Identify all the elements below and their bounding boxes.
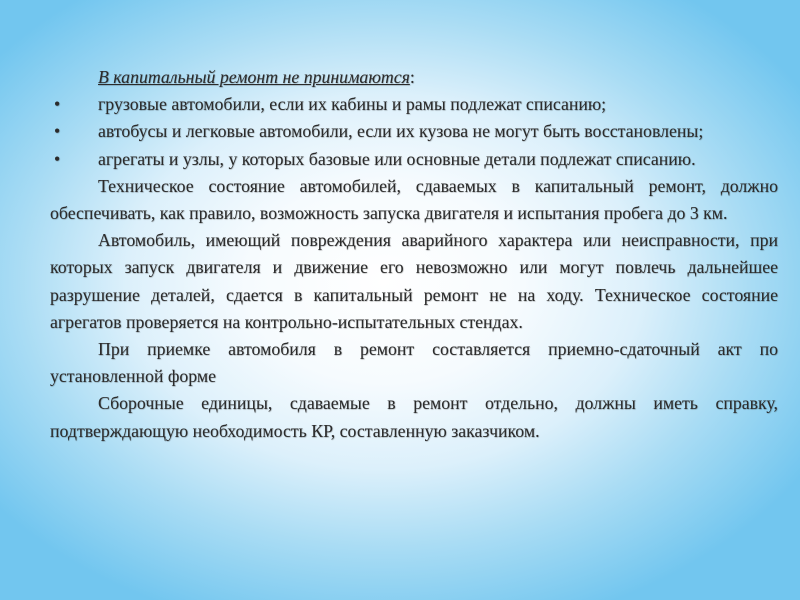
paragraph-technical-condition: Техническое состояние автомобилей, сдаваемых в капитальный ремонт, должно обеспечивать, как правило, возможность запуска двигателя и испытания пробега до 3 км. [50, 175, 778, 224]
slide-text-body [50, 64, 778, 445]
bullet-item-buses [50, 118, 778, 145]
section-heading-text: В капитальный ремонт не принимаются [98, 67, 410, 87]
bullet-text: агрегаты и узлы, у которых базовые или основные детали подлежат списанию. [98, 148, 696, 169]
bullet-item-trucks [50, 91, 778, 118]
bullet-dot: • [54, 148, 61, 169]
bullet-dot: • [54, 94, 61, 115]
section-heading [50, 64, 778, 91]
paragraph-acceptance-act: При приемке автомобиля в ремонт составляется приемно-сдаточный акт по установленной форме [50, 339, 778, 387]
section-heading-colon: : [409, 67, 415, 87]
paragraph-damaged-vehicle: Автомобиль, имеющий повреждения аварийного характера или неисправности, при которых запуск двигателя и движение его невозможно или могут повлечь дальнейшее разрушение деталей, сдается в капитальный ремонт не на ходу. Техническое состояние агрегатов проверяется на контрольно-испытательных стендах. [50, 230, 778, 332]
bullet-text: автобусы и легковые автомобили, если их кузова не могут быть восстановлены; [98, 121, 704, 142]
bullet-dot: • [54, 121, 61, 142]
bullet-item-units [50, 146, 778, 173]
paragraph-assembly-units: Сборочные единицы, сдаваемые в ремонт отдельно, должны иметь справку, подтверждающую необходимость КР, составленную заказчиком. [50, 393, 778, 441]
bullet-text: грузовые автомобили, если их кабины и рамы подлежат списанию; [98, 94, 607, 115]
